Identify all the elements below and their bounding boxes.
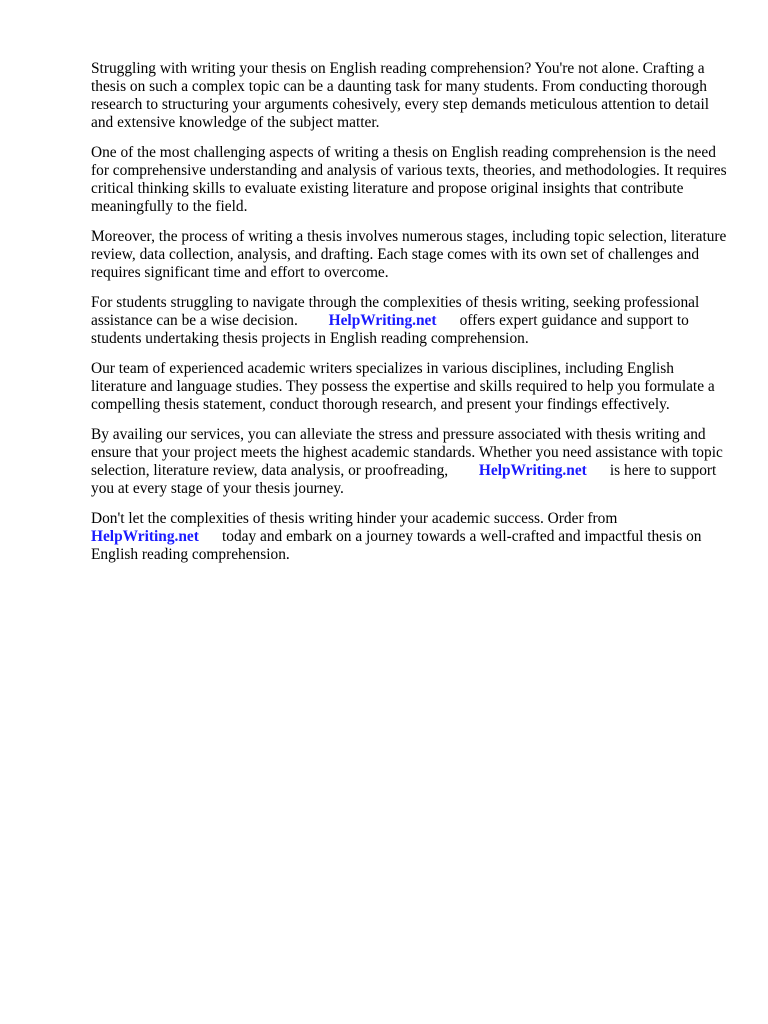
paragraph-7-text-before: Don't let the complexities of thesis writing hinder your academic success. Order from [91, 510, 618, 527]
paragraph-4-text-before: For students struggling to navigate through the complexities of thesis writing, seeking professional assistance can be a wise decision. [91, 294, 700, 329]
paragraph-5: Our team of experienced academic writers specializes in various disciplines, including English literature and language studies. They possess the expertise and skills required to help you formulate a compelling thesis statement, conduct thorough research, and present your findings effectively. [91, 360, 715, 413]
paragraph-1: Struggling with writing your thesis on English reading comprehension? You're not alone. Crafting a thesis on such a complex topic can be a daunting task for many students. From conducting thorough research to structuring your arguments cohesively, every step demands meticulous attention to detail and extensive knowledge of the subject matter. [91, 60, 710, 131]
paragraph-6-text-before: By availing our services, you can alleviate the stress and pressure associated with thesis writing and ensure that your project meets the highest academic standards. Whether you need assistance with topic selection, literature review, data analysis, or proofreading, [91, 426, 723, 479]
paragraph-4-text-after: offers expert guidance and support to students undertaking thesis projects in English reading comprehension. [91, 312, 689, 347]
paragraph-3: Moreover, the process of writing a thesis involves numerous stages, including topic selection, literature review, data collection, analysis, and drafting. Each stage comes with its own set of challenges and requires significant time and effort to overcome. [91, 228, 727, 281]
paragraph-7 [91, 510, 731, 564]
helpwriting-link[interactable]: HelpWriting.net [478, 462, 587, 479]
paragraph-7-text-after: today and embark on a journey towards a well-crafted and impactful thesis on English reading comprehension. [91, 528, 702, 563]
paragraph-4 [91, 294, 731, 348]
helpwriting-link[interactable]: HelpWriting.net [91, 528, 199, 545]
paragraph-6 [91, 426, 731, 498]
paragraph-6-text-after: is here to support you at every stage of your thesis journey. [91, 462, 717, 497]
paragraph-2: One of the most challenging aspects of writing a thesis on English reading comprehension is the need for comprehensive understanding and analysis of various texts, theories, and methodologies. It requires critical thinking skills to evaluate existing literature and propose original insights that contribute meaningfully to the field. [91, 144, 727, 215]
helpwriting-link[interactable]: HelpWriting.net [328, 312, 437, 329]
document-body [91, 60, 731, 576]
